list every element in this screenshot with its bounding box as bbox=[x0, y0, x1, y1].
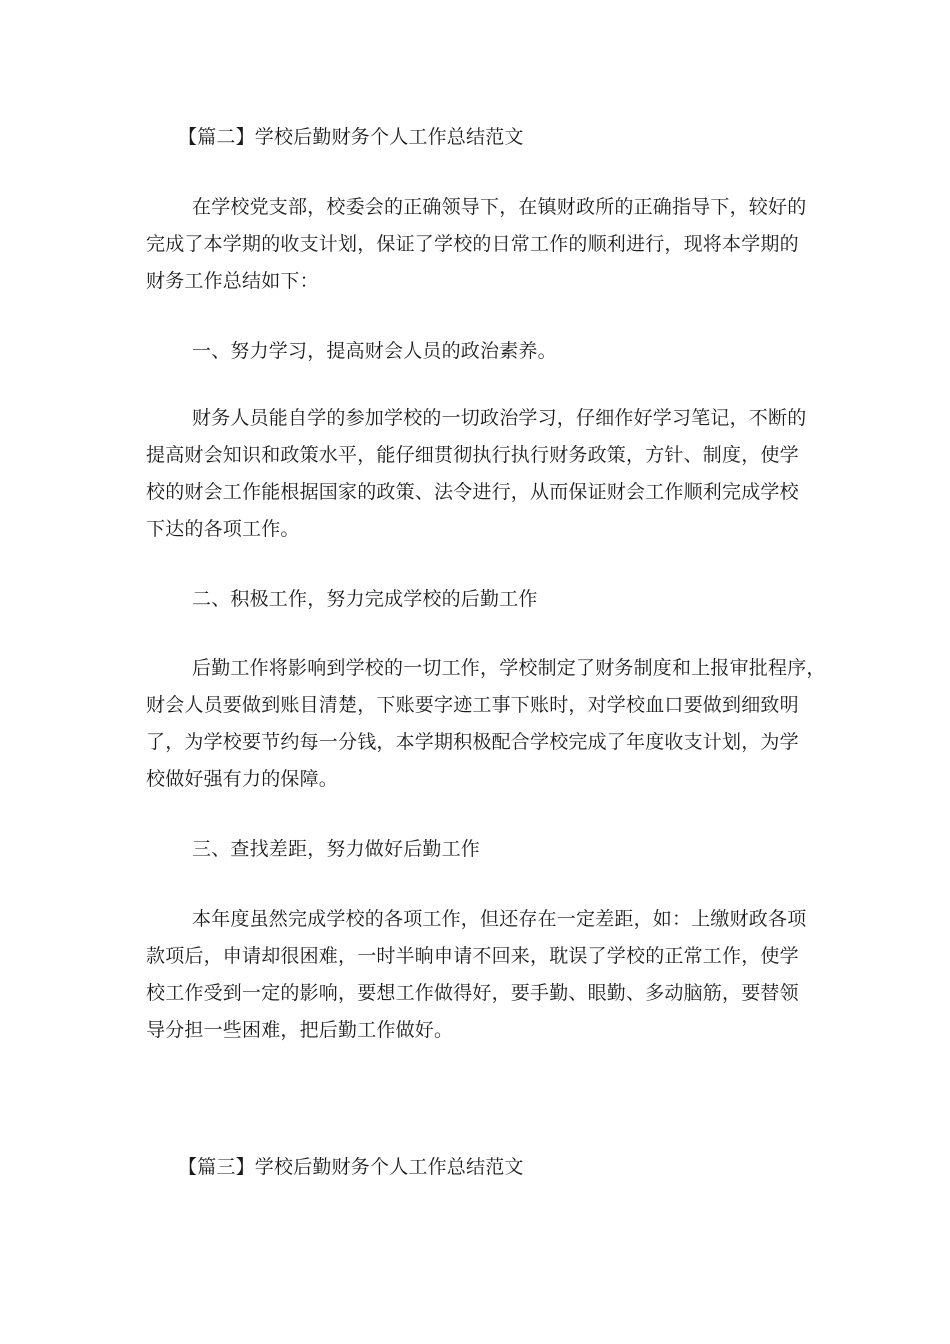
paragraph-line: 财务人员能自学的参加学校的一切政治学习，仔细作好学习笔记，不断的 bbox=[192, 407, 807, 429]
paragraph-line: 校工作受到一定的影响，要想工作做得好，要手勤、眼勤、多动脑筋，要替领 bbox=[146, 982, 799, 1004]
paragraph-line: 校做好强有力的保障。 bbox=[146, 768, 339, 790]
paragraph-line: 财会人员要做到账目清楚，下账要字迹工事下账时，对学校血口要做到细致明 bbox=[146, 694, 799, 716]
paragraph-line: 下达的各项工作。 bbox=[146, 518, 300, 540]
paragraph-line: 了，为学校要节约每一分钱，本学期积极配合学校完成了年度收支计划，为学 bbox=[146, 731, 799, 753]
paragraph-line: 后勤工作将影响到学校的一切工作，学校制定了财务制度和上报审批程序， bbox=[192, 657, 826, 679]
section-title: 【篇三】学校后勤财务个人工作总结范文 bbox=[178, 1156, 524, 1178]
section-heading: 一、努力学习，提高财会人员的政治素养。 bbox=[192, 340, 557, 362]
paragraph-line: 导分担一些困难，把后勤工作做好。 bbox=[146, 1019, 454, 1041]
section-title: 【篇二】学校后勤财务个人工作总结范文 bbox=[178, 126, 524, 148]
section-heading: 二、积极工作，努力完成学校的后勤工作 bbox=[192, 588, 538, 610]
paragraph-line: 完成了本学期的收支计划，保证了学校的日常工作的顺利进行，现将本学期的 bbox=[146, 233, 799, 255]
paragraph-line: 在学校党支部，校委会的正确领导下，在镇财政所的正确指导下，较好的 bbox=[192, 196, 807, 218]
paragraph-line: 财务工作总结如下： bbox=[146, 270, 319, 292]
paragraph-line: 本年度虽然完成学校的各项工作，但还存在一定差距，如：上缴财政各项 bbox=[192, 908, 807, 930]
section-heading: 三、查找差距，努力做好后勤工作 bbox=[192, 838, 481, 860]
paragraph-line: 提高财会知识和政策水平，能仔细贯彻执行执行财务政策，方针、制度，使学 bbox=[146, 444, 799, 466]
paragraph-line: 款项后，申请却很困难，一时半晌申请不回来，耽误了学校的正常工作，使学 bbox=[146, 945, 799, 967]
paragraph-line: 校的财会工作能根据国家的政策、法令进行，从而保证财会工作顺利完成学校 bbox=[146, 481, 799, 503]
